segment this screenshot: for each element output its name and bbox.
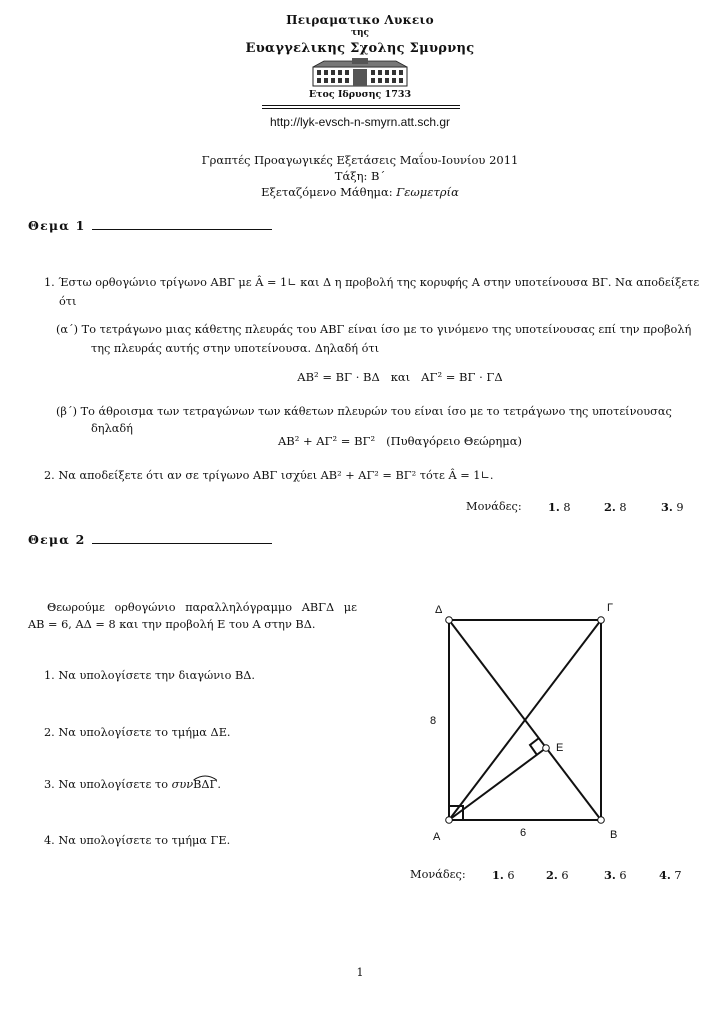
theme1-qb-formula: ΑΒ² + ΑΓ² = ΒΓ² (Πυθαγόρειο Θεώρημα) <box>277 434 523 448</box>
subject-line <box>150 185 570 199</box>
theme1-qb-line1: (β΄) Το άθροισμα των τετραγώνων των κάθετων πλευρών του είναι ίσο με το τετράγωνο της υποτείνουσας <box>56 405 672 418</box>
theme2-mark-3: 3. 6 <box>604 868 627 882</box>
class-label: Τάξη: Β΄ <box>334 169 386 183</box>
school-name-line3: Ευαγγελικης Σχολης Σμυρνης <box>245 41 475 56</box>
theme2-q3 <box>44 775 221 794</box>
header-rule-bottom <box>262 108 460 109</box>
theme2-mark-1: 1. 6 <box>492 868 515 882</box>
theme2-intro-line2: ΑΒ = 6, ΑΔ = 8 και την προβολή Ε του Α στην ΒΔ. <box>28 618 316 631</box>
school-url-link[interactable]: http://lyk-evsch-n-smyrn.att.sch.gr <box>269 115 451 129</box>
vertex-d <box>446 617 453 624</box>
right-angle-e <box>530 738 539 755</box>
label-side-ad: 8 <box>430 715 437 727</box>
theme2-q3-angle: ΒΔΓ <box>193 775 217 794</box>
theme1-q2: 2. Να αποδείξετε ότι αν σε τρίγωνο ΑΒΓ ισχύει ΑΒ² + ΑΓ² = ΒΓ² τότε Â = 1∟. <box>44 469 494 482</box>
theme1-qa-formula: ΑΒ² = ΒΓ · ΒΔ και ΑΓ² = ΒΓ · ΓΔ <box>297 370 503 384</box>
theme1-qb-line2: δηλαδή <box>91 422 133 435</box>
subject-name: Γεωμετρία <box>396 185 459 199</box>
label-g: Γ <box>607 602 614 614</box>
theme1-title: Θεμα 1 <box>28 218 86 233</box>
theme2-intro-line1: Θεωρούμε ορθογώνιο παραλληλόγραμμο ΑΒΓΔ με <box>47 601 357 614</box>
rectangle-figure <box>420 590 620 850</box>
theme1-marks-label: Μονάδες: <box>466 500 522 513</box>
theme2-q3-suffix: . <box>217 778 221 791</box>
theme2-mark-4: 4. 7 <box>659 868 682 882</box>
school-name-line1: Πειραματικο Λυκειο <box>286 13 434 27</box>
theme2-marks-label: Μονάδες: <box>410 868 466 881</box>
vertex-b <box>598 817 605 824</box>
theme2-underline <box>92 543 272 544</box>
vertex-g <box>598 617 605 624</box>
exam-title: Γραπτές Προαγωγικές Εξετάσεις Μαΐου-Ιουνίου 2011 <box>201 153 519 167</box>
label-b: Β <box>610 829 618 841</box>
vertex-a <box>446 817 453 824</box>
theme1-mark-3: 3. 9 <box>661 500 684 514</box>
theme1-q1-line2: ότι <box>59 295 77 308</box>
theme2-q3-func: συν <box>171 778 194 791</box>
page-number: 1 <box>356 966 364 979</box>
school-building-logo <box>312 57 408 87</box>
theme1-underline <box>92 229 272 230</box>
theme1-qa-line2: της πλευράς αυτής στην υποτείνουσα. Δηλαδή ότι <box>91 342 380 355</box>
theme2-q3-prefix: 3. Να υπολογίσετε το <box>44 778 172 791</box>
theme2-q4: 4. Να υπολογίσετε το τμήμα ΓΕ. <box>44 834 231 847</box>
founded-year: Ετος Ιδρυσης 1733 <box>308 89 412 100</box>
label-e: Ε <box>556 742 564 754</box>
theme2-mark-2: 2. 6 <box>546 868 569 882</box>
label-a: Α <box>433 831 441 843</box>
theme1-qa-line1: (α΄) Το τετράγωνο μιας κάθετης πλευράς του ΑΒΓ είναι ίσο με το γινόμενο της υποτείνουσας επί την προβολή <box>56 323 692 336</box>
vertex-e <box>543 745 550 752</box>
theme1-mark-2: 2. 8 <box>604 500 627 514</box>
angle-hat-icon <box>193 773 217 781</box>
label-side-ab: 6 <box>520 827 527 839</box>
theme1-q1-line1: 1. Έστω ορθογώνιο τρίγωνο ΑΒΓ με Â = 1∟ και Δ η προβολή της κορυφής Α στην υποτείνουσα ΒΓ. Να αποδείξετε <box>44 276 700 289</box>
header-rule-top <box>262 105 460 106</box>
school-name-line2: της <box>350 28 370 38</box>
theme1-mark-1: 1. 8 <box>548 500 571 514</box>
label-d: Δ <box>435 604 443 616</box>
subject-prefix: Εξεταζόμενο Μάθημα: <box>261 185 397 199</box>
theme2-q1: 1. Να υπολογίσετε την διαγώνιο ΒΔ. <box>44 669 256 682</box>
theme2-title: Θεμα 2 <box>28 532 86 547</box>
theme2-q2: 2. Να υπολογίσετε το τμήμα ΔΕ. <box>44 726 231 739</box>
